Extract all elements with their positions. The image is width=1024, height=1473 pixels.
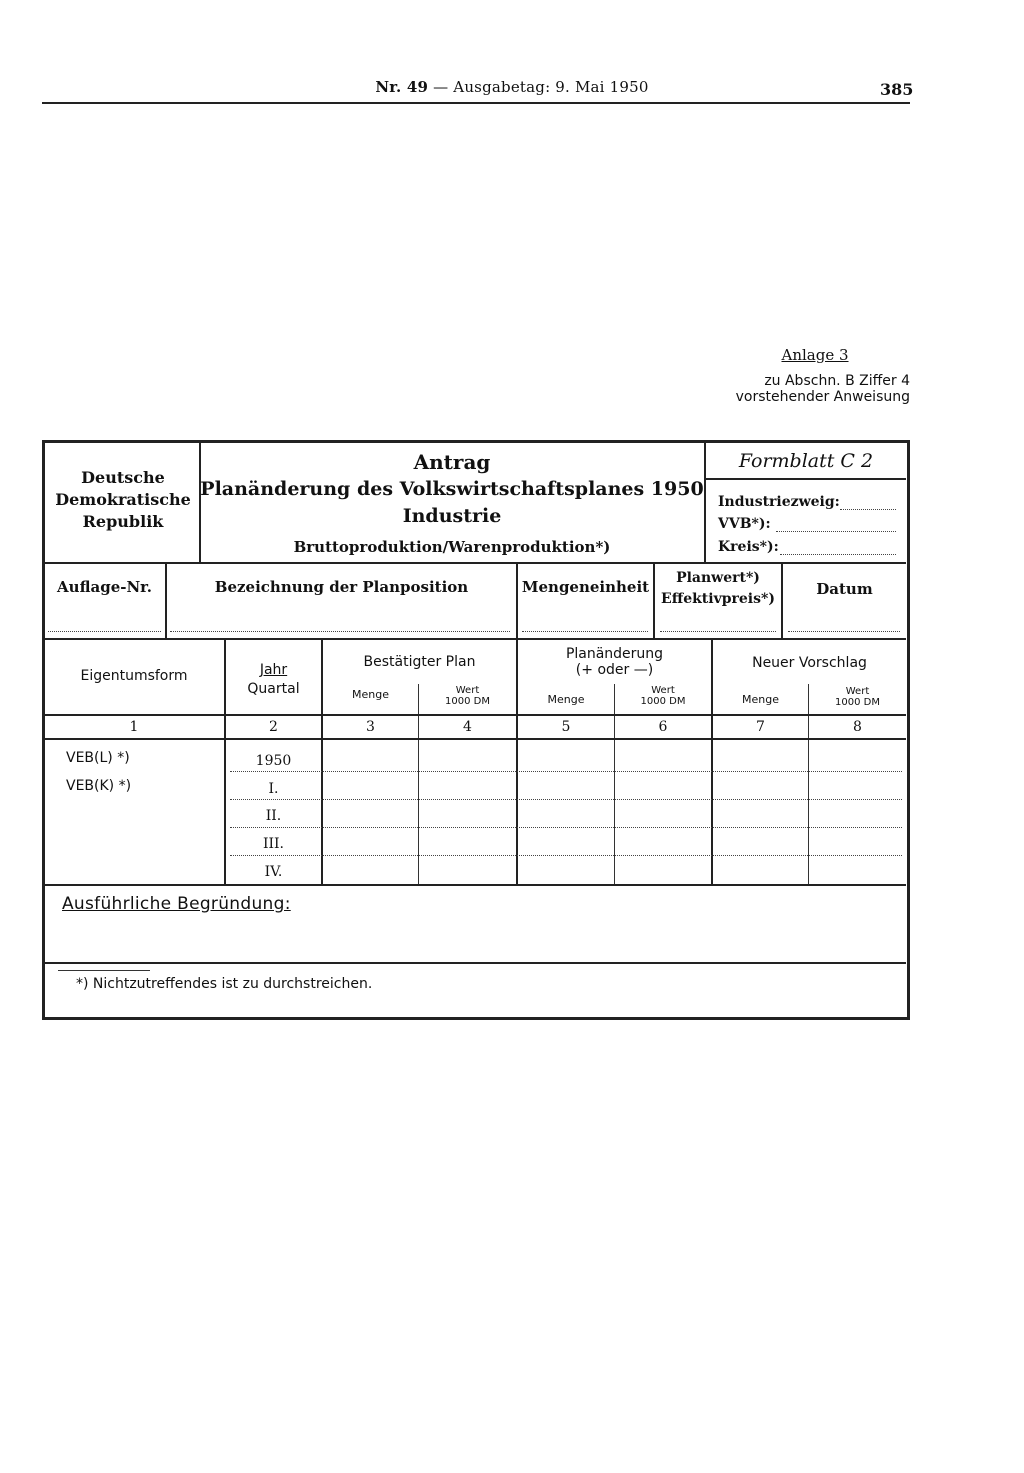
menge-header: Menge xyxy=(352,688,389,701)
field-industriezweig-label: Industriezweig: xyxy=(718,494,840,510)
page-header xyxy=(0,78,1024,96)
divider xyxy=(44,884,906,886)
issue-date: Ausgabetag: 9. Mai 1950 xyxy=(453,78,649,96)
menge-header: Menge xyxy=(742,693,779,706)
planaenderung-subheader: (+ oder —) xyxy=(575,662,654,678)
ownership-row-vebl: VEB(L) *) xyxy=(66,750,130,766)
divider xyxy=(165,564,167,638)
field-vvb-label: VVB*): xyxy=(718,516,771,532)
header-rule xyxy=(42,102,910,104)
neuer-vorschlag-header: Neuer Vorschlag xyxy=(752,655,867,671)
column-number: 2 xyxy=(269,719,278,735)
table-row[interactable] xyxy=(230,799,902,800)
period-label: IV. xyxy=(264,864,283,880)
bezeichnung-input[interactable] xyxy=(170,631,510,632)
begruendung-label: Ausführliche Begründung: xyxy=(62,894,291,914)
effektivpreis-label: Effektivpreis*) xyxy=(661,591,775,607)
column-number: 5 xyxy=(561,719,571,735)
planaenderung-header: Planänderung xyxy=(565,646,664,662)
divider xyxy=(706,478,906,480)
divider xyxy=(321,640,323,884)
datum-label: Datum xyxy=(816,580,873,598)
wert-header: Wert 1000 DM xyxy=(445,685,490,707)
quartal-header: Quartal xyxy=(247,681,300,697)
form-subtitle: Bruttoproduktion/Warenproduktion*) xyxy=(293,538,611,556)
issuer-line: Demokratische xyxy=(55,490,191,509)
divider xyxy=(44,714,906,716)
divider xyxy=(44,638,906,640)
page-number: 385 xyxy=(880,80,914,99)
column-number: 3 xyxy=(366,719,375,735)
planwert-label: Planwert*) xyxy=(676,570,760,586)
divider xyxy=(781,564,783,638)
issuer-block xyxy=(48,467,198,533)
divider xyxy=(44,738,906,740)
bezeichnung-label: Bezeichnung der Planposition xyxy=(214,578,469,596)
column-number: 6 xyxy=(658,719,668,735)
column-number: 4 xyxy=(463,719,472,735)
menge-header: Menge xyxy=(547,693,585,706)
wert-header: Wert 1000 DM xyxy=(835,686,880,708)
column-number: 1 xyxy=(129,719,139,735)
header-separator: — xyxy=(433,78,449,96)
footnote: *) Nichtzutreffendes ist zu durchstreichen. xyxy=(76,976,373,992)
issuer-line: Republik xyxy=(82,512,164,531)
field-kreis-label: Kreis*): xyxy=(718,539,779,555)
divider xyxy=(44,562,906,564)
period-label: I. xyxy=(268,781,279,797)
field-industriezweig-input[interactable] xyxy=(840,509,896,510)
datum-input[interactable] xyxy=(788,631,900,632)
mengeneinheit-label: Mengeneinheit xyxy=(521,578,650,596)
footnote-rule xyxy=(58,970,150,971)
ownership-row-vebk: VEB(K) *) xyxy=(66,778,132,794)
form-title-line-2: Planänderung des Volkswirtschaftsplanes 1950 xyxy=(200,478,704,500)
begruendung-input[interactable] xyxy=(60,900,900,956)
table-row[interactable] xyxy=(230,855,902,856)
jahr-header: Jahr xyxy=(259,662,288,678)
mengeneinheit-input[interactable] xyxy=(522,631,648,632)
wert-header: Wert 1000 DM xyxy=(640,685,686,707)
anlage-reference-line-2: vorstehender Anweisung xyxy=(735,389,910,405)
table-row[interactable] xyxy=(230,827,902,828)
period-label: III. xyxy=(262,836,285,852)
period-label: 1950 xyxy=(255,753,292,769)
formblatt-label: Formblatt C 2 xyxy=(738,450,874,472)
form-title: Antrag xyxy=(413,450,491,474)
field-vvb-input[interactable] xyxy=(776,531,896,532)
divider xyxy=(516,564,518,638)
anlage-title: Anlage 3 xyxy=(781,346,849,364)
period-label: II. xyxy=(265,808,282,824)
anlage-reference-line-1: zu Abschn. B Ziffer 4 xyxy=(764,373,910,389)
planwert-input[interactable] xyxy=(660,631,776,632)
auflage-input[interactable] xyxy=(48,631,161,632)
eigentumsform-header: Eigentumsform xyxy=(80,668,188,684)
divider xyxy=(711,640,713,884)
issue-number: Nr. 49 xyxy=(375,78,429,96)
field-kreis-input[interactable] xyxy=(780,554,896,555)
column-number: 7 xyxy=(756,719,765,735)
column-number: 8 xyxy=(853,719,862,735)
divider xyxy=(44,962,906,964)
bestaetigter-plan-header: Bestätigter Plan xyxy=(363,654,476,670)
auflage-label: Auflage-Nr. xyxy=(57,578,152,596)
issuer-line: Deutsche xyxy=(81,468,165,487)
form-title-line-3: Industrie xyxy=(402,505,502,527)
table-row[interactable] xyxy=(230,771,902,772)
